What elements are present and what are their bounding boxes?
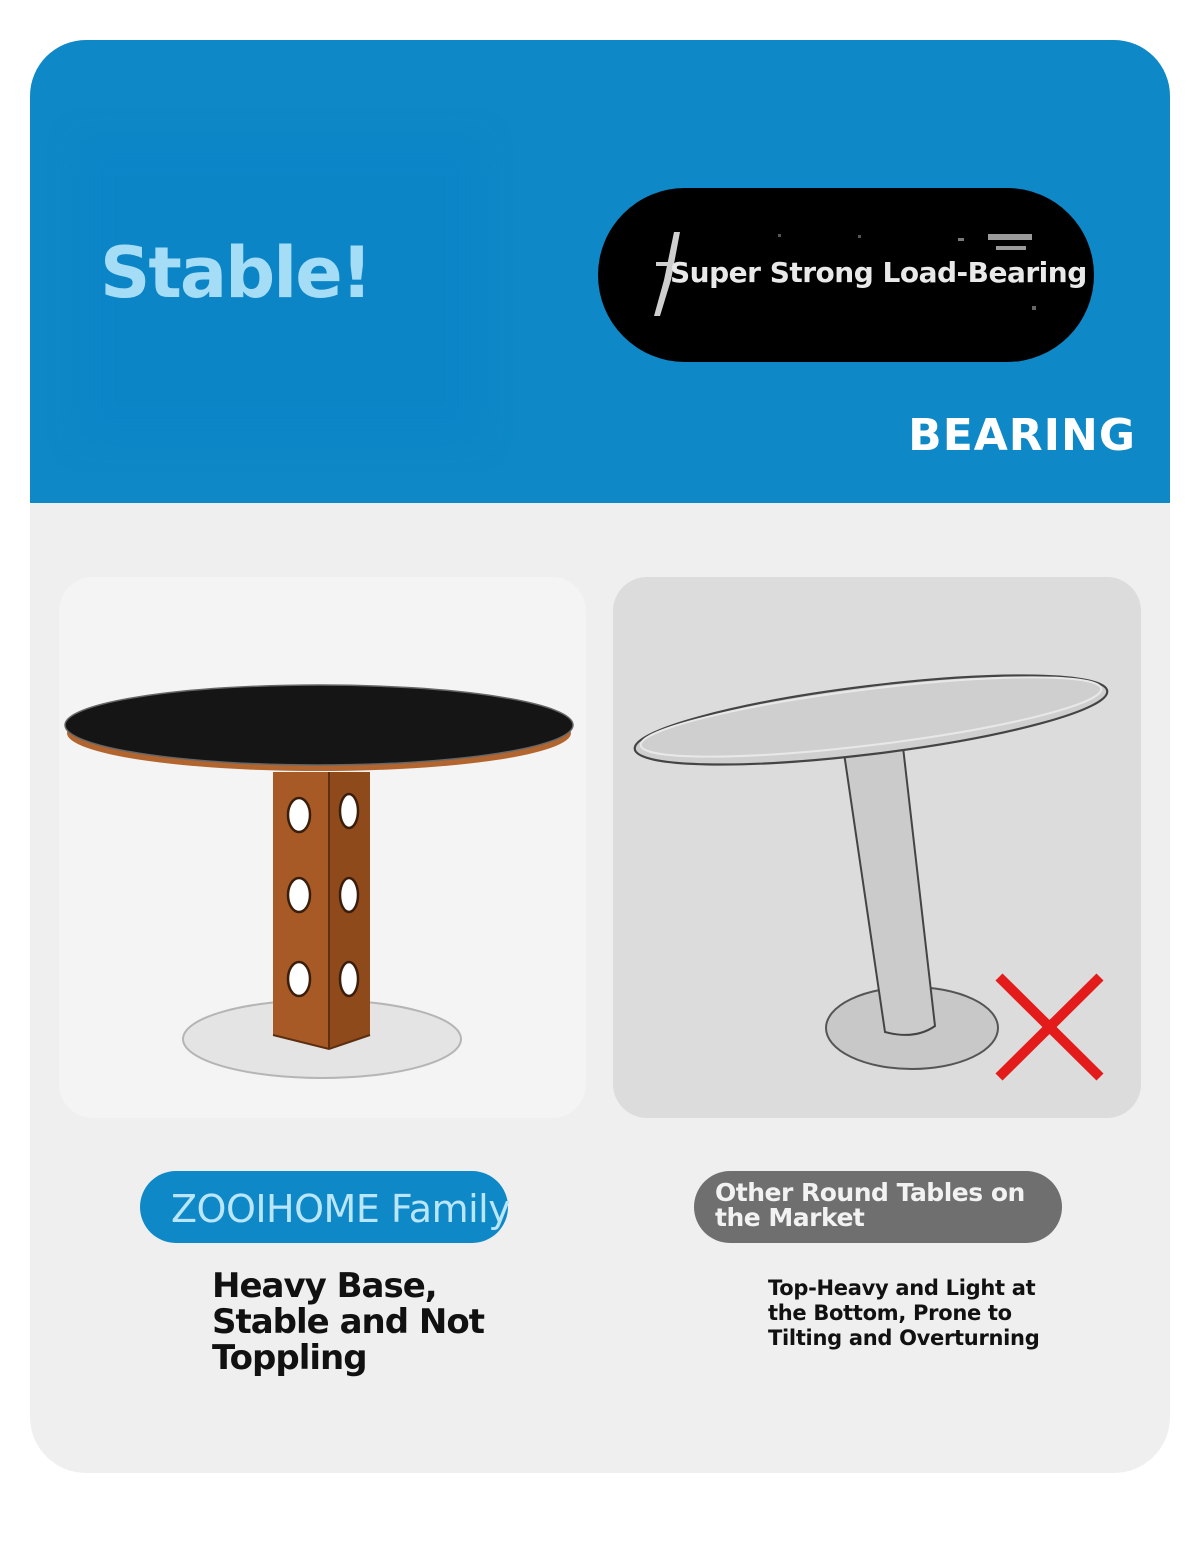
round-table-wooden-column-icon [59,577,586,1118]
product-card [30,40,1170,1473]
zooihome-table-panel [59,577,586,1118]
load-bearing-label: Super Strong Load-Bearing [670,256,1087,289]
other-table-panel [613,577,1141,1118]
other-tables-label: Other Round Tables on the Market [715,1178,1025,1232]
red-cross-icon [999,977,1100,1077]
hero-banner [30,40,1170,503]
tilted-round-table-icon [613,577,1141,1118]
zooihome-family-label: ZOOIHOME Family [171,1187,511,1231]
bearing-caption: BEARING [908,410,1136,461]
hero-title: Stable! [100,232,371,314]
load-bearing-badge [598,188,1094,362]
zooihome-description: Heavy Base, Stable and Not Toppling [212,1266,484,1378]
other-tables-description: Top-Heavy and Light at the Bottom, Prone to Tilting and Overturning [768,1276,1040,1350]
zooihome-family-tag [140,1171,511,1243]
other-tables-tag [694,1171,1062,1243]
